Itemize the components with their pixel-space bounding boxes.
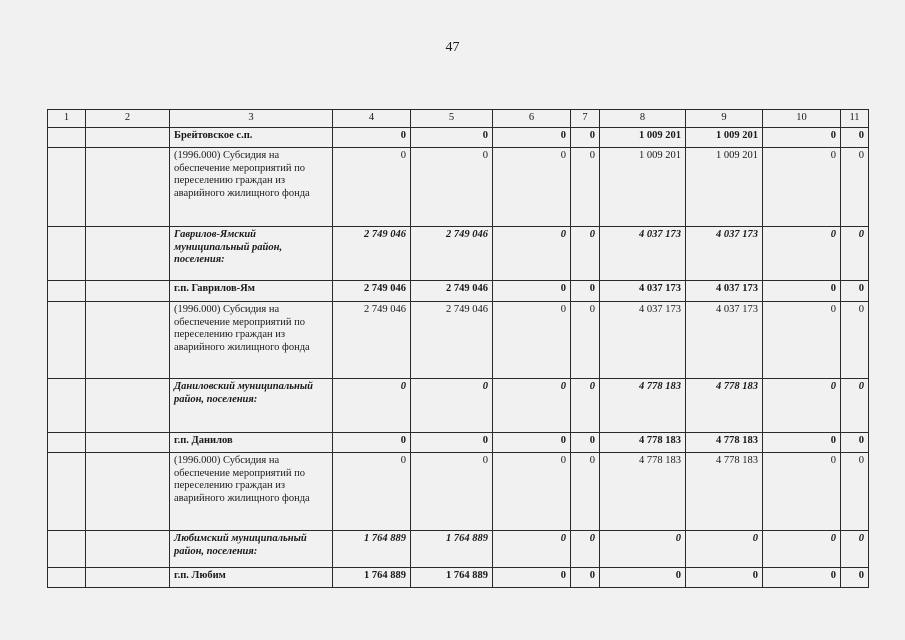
header-row [48,110,869,128]
table-row [48,302,869,379]
amount-cell: 0 [763,379,841,433]
amount-cell: 0 [411,128,493,148]
row-name-cell: г.п. Данилов [170,433,333,453]
amount-cell: 0 [841,453,869,531]
row-name-cell: (1996.000) Субсидия на обеспечение мероприятий по переселению граждан из аварийного жилищного фонда [170,148,333,227]
amount-cell: 0 [763,227,841,281]
code-cell [48,568,86,588]
amount-cell: 1 764 889 [333,531,411,568]
amount-cell: 0 [571,531,600,568]
amount-cell: 4 037 173 [686,227,763,281]
amount-cell: 0 [763,302,841,379]
amount-cell: 0 [493,227,571,281]
amount-cell: 0 [571,128,600,148]
header-cell: 4 [333,110,411,128]
table-row [48,281,869,302]
amount-cell: 0 [763,531,841,568]
amount-cell: 0 [571,379,600,433]
page-number: 47 [445,40,460,55]
amount-cell: 0 [493,453,571,531]
amount-cell: 0 [841,568,869,588]
amount-cell: 0 [763,148,841,227]
code-cell [86,433,170,453]
budget-table [47,109,869,588]
code-cell [86,379,170,433]
row-name-cell: Брейтовское с.п. [170,128,333,148]
amount-cell: 0 [841,148,869,227]
code-cell [48,227,86,281]
amount-cell: 0 [600,568,686,588]
amount-cell: 0 [571,568,600,588]
amount-cell: 0 [571,453,600,531]
code-cell [48,148,86,227]
amount-cell: 0 [841,531,869,568]
amount-cell: 0 [333,128,411,148]
table-row [48,433,869,453]
amount-cell: 0 [411,148,493,227]
amount-cell: 0 [493,148,571,227]
row-name-cell: Даниловский муниципальный район, поселения: [170,379,333,433]
amount-cell: 2 749 046 [411,302,493,379]
table-row [48,128,869,148]
amount-cell: 0 [493,531,571,568]
table-row [48,453,869,531]
amount-cell: 0 [841,227,869,281]
amount-cell: 0 [493,379,571,433]
amount-cell: 2 749 046 [333,227,411,281]
code-cell [86,453,170,531]
amount-cell: 0 [841,281,869,302]
amount-cell: 4 037 173 [600,227,686,281]
table-row [48,531,869,568]
row-name-cell: Любимский муниципальный район, поселения: [170,531,333,568]
amount-cell: 4 778 183 [600,433,686,453]
amount-cell: 2 749 046 [333,302,411,379]
header-cell: 6 [493,110,571,128]
row-name-cell: (1996.000) Субсидия на обеспечение мероприятий по переселению граждан из аварийного жилищного фонда [170,302,333,379]
amount-cell: 0 [493,281,571,302]
amount-cell: 1 009 201 [686,128,763,148]
amount-cell: 4 778 183 [600,379,686,433]
amount-cell: 0 [571,281,600,302]
amount-cell: 4 037 173 [686,281,763,302]
amount-cell: 0 [763,433,841,453]
code-cell [48,302,86,379]
amount-cell: 0 [571,433,600,453]
row-name-cell: Гаврилов-Ямский муниципальный район, поселения: [170,227,333,281]
code-cell [86,128,170,148]
row-name-cell: г.п. Любим [170,568,333,588]
code-cell [86,227,170,281]
code-cell [48,379,86,433]
table-row [48,568,869,588]
table-row [48,379,869,433]
amount-cell: 2 749 046 [411,281,493,302]
amount-cell: 0 [411,433,493,453]
amount-cell: 0 [841,302,869,379]
header-cell: 3 [170,110,333,128]
code-cell [86,148,170,227]
amount-cell: 1 764 889 [411,531,493,568]
header-cell: 7 [571,110,600,128]
amount-cell: 1 009 201 [600,148,686,227]
amount-cell: 4 778 183 [600,453,686,531]
amount-cell: 0 [493,433,571,453]
code-cell [48,128,86,148]
amount-cell: 0 [841,379,869,433]
row-name-cell: г.п. Гаврилов-Ям [170,281,333,302]
amount-cell: 0 [763,128,841,148]
amount-cell: 0 [571,227,600,281]
amount-cell: 0 [333,433,411,453]
header-cell: 5 [411,110,493,128]
amount-cell: 0 [600,531,686,568]
code-cell [86,531,170,568]
amount-cell: 1 764 889 [411,568,493,588]
amount-cell: 0 [686,531,763,568]
amount-cell: 0 [571,302,600,379]
amount-cell: 4 778 183 [686,453,763,531]
code-cell [86,568,170,588]
amount-cell: 0 [333,453,411,531]
code-cell [48,433,86,453]
amount-cell: 4 778 183 [686,433,763,453]
table-row [48,227,869,281]
amount-cell: 0 [333,148,411,227]
header-cell: 8 [600,110,686,128]
amount-cell: 0 [411,453,493,531]
amount-cell: 0 [493,128,571,148]
amount-cell: 2 749 046 [333,281,411,302]
header-cell: 11 [841,110,869,128]
amount-cell: 0 [686,568,763,588]
table-row [48,148,869,227]
amount-cell: 1 009 201 [686,148,763,227]
amount-cell: 0 [763,453,841,531]
header-cell: 2 [86,110,170,128]
amount-cell: 0 [841,433,869,453]
amount-cell: 0 [841,128,869,148]
amount-cell: 0 [493,568,571,588]
amount-cell: 0 [411,379,493,433]
amount-cell: 0 [493,302,571,379]
amount-cell: 4 037 173 [686,302,763,379]
amount-cell: 4 037 173 [600,302,686,379]
code-cell [86,281,170,302]
amount-cell: 0 [571,148,600,227]
code-cell [48,281,86,302]
amount-cell: 1 764 889 [333,568,411,588]
header-cell: 1 [48,110,86,128]
amount-cell: 0 [333,379,411,433]
amount-cell: 0 [763,568,841,588]
amount-cell: 1 009 201 [600,128,686,148]
amount-cell: 4 778 183 [686,379,763,433]
amount-cell: 2 749 046 [411,227,493,281]
code-cell [48,453,86,531]
header-cell: 9 [686,110,763,128]
code-cell [48,531,86,568]
amount-cell: 0 [763,281,841,302]
row-name-cell: (1996.000) Субсидия на обеспечение мероприятий по переселению граждан из аварийного жилищного фонда [170,453,333,531]
amount-cell: 4 037 173 [600,281,686,302]
header-cell: 10 [763,110,841,128]
code-cell [86,302,170,379]
